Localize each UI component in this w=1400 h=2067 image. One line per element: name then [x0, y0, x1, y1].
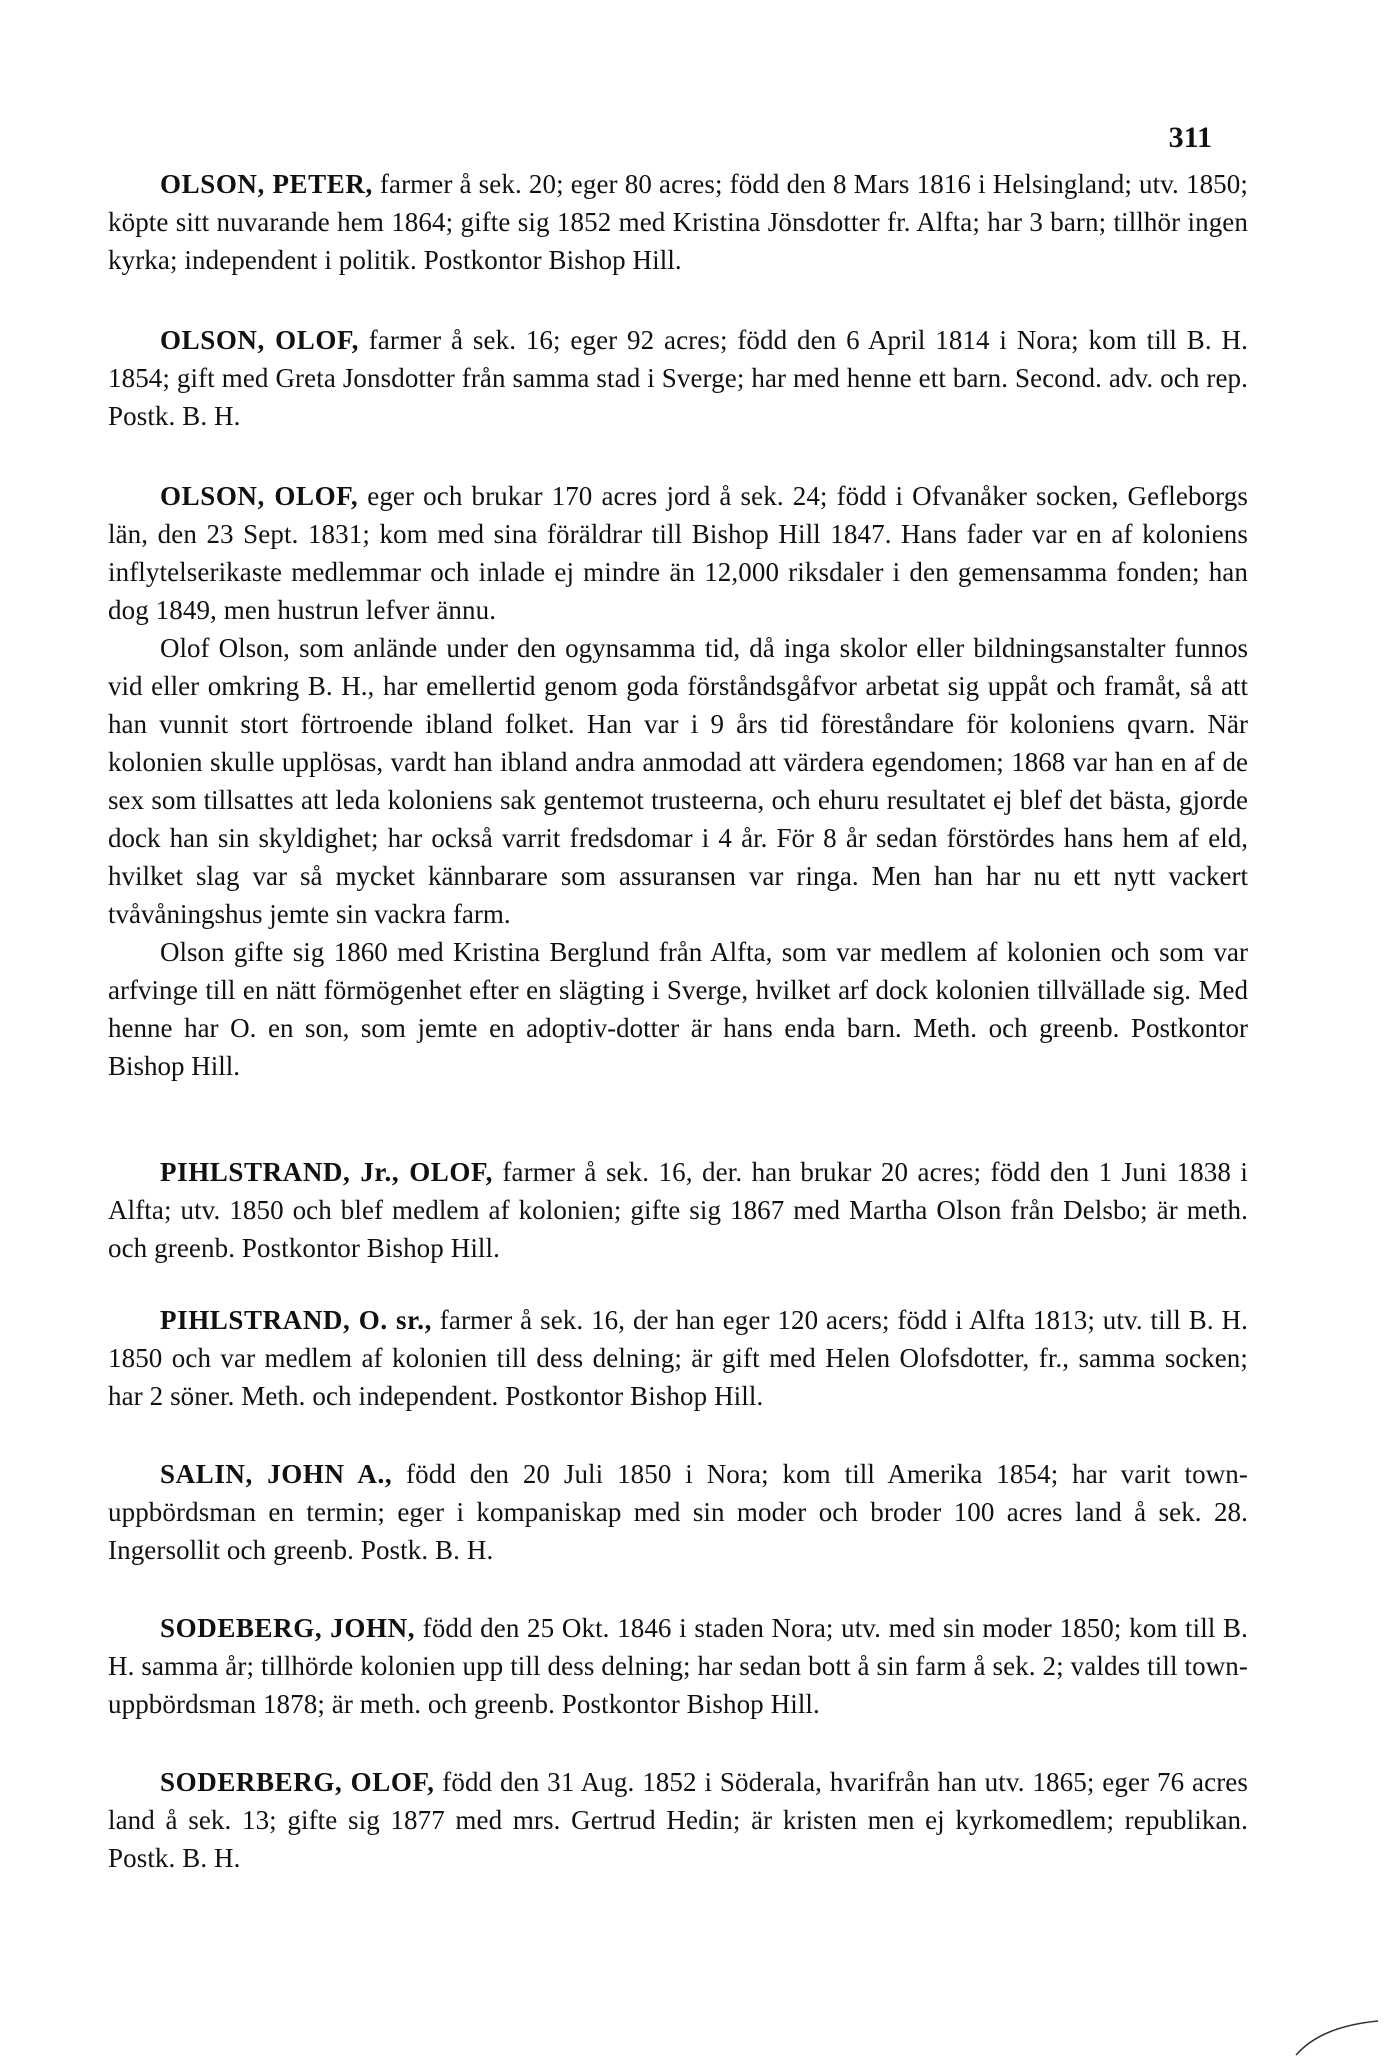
entry-name: SODERBERG, OLOF, [160, 1767, 435, 1797]
entry-name: SODEBERG, JOHN, [160, 1613, 416, 1643]
entry-text: farmer å sek. 16, der. han brukar 20 acres; född den 1 Juni 1838 i Alfta; utv. 1850 och blef medlem af kolonien; gifte sig 1867 med Martha Olson från Delsbo; är meth. och greenb. Postkontor Bishop Hill. [108, 1157, 1248, 1263]
entry-sodeberg-john [108, 1609, 1248, 1723]
entry-name: OLSON, OLOF, [160, 481, 359, 511]
entry-text: född den 31 Aug. 1852 i Söderala, hvarifrån han utv. 1865; eger 76 acres land å sek. 13; gifte sig 1877 med mrs. Gertrud Hedin; är kristen men ej kyrkomedlem; republikan. Postk. B. H. [108, 1767, 1248, 1873]
entry-olson-peter [108, 165, 1248, 279]
text-column [108, 165, 1248, 1877]
entry-name: OLSON, OLOF, [160, 325, 359, 355]
entry-text: farmer å sek. 16; eger 92 acres; född den 6 April 1814 i Nora; kom till B. H. 1854; gift med Greta Jonsdotter från samma stad i Sverge; har med henne ett barn. Second. adv. och rep. Postk. B. H. [108, 325, 1248, 431]
entry-pihlstrand-jr-olof [108, 1153, 1248, 1267]
entry-text: eger och brukar 170 acres jord å sek. 24; född i Ofvanåker socken, Gefleborgs län, den 23 Sept. 1831; kom med sina föräldrar till Bishop Hill 1847. Hans fader var en af koloniens inflytelserikaste medlemmar och inlade ej mindre än 12,000 riksdaler i den gemensamma fonden; han dog 1849, men hustrun lefver ännu. [108, 481, 1248, 625]
entry-text: född den 25 Okt. 1846 i staden Nora; utv. med sin moder 1850; kom till B. H. samma år; tillhörde kolonien upp till dess delning; har sedan bott å sin farm å sek. 2; valdes till town-uppbördsman 1878; är meth. och greenb. Postkontor Bishop Hill. [108, 1613, 1248, 1719]
page-number: 311 [1168, 121, 1212, 154]
entry-olson-olof-1 [108, 321, 1248, 435]
entry-name: PIHLSTRAND, Jr., OLOF, [160, 1157, 493, 1187]
entry-olson-olof-2-paragraph-1: Olof Olson, som anlände under den ogynsamma tid, då inga skolor eller bildningsanstalter funnos vid eller omkring B. H., har emellertid genom goda förståndsgåfvor arbetat sig uppåt och framåt, så att han vunnit stort förtroende ibland folket. Han var i 9 års tid föreståndare för koloniens qvarn. När kolonien skulle upplösas, vardt han ibland andra anmodad att värdera egendomen; 1868 var han en af de sex som tillsattes att leda koloniens sak gentemot trusteerna, och ehuru resultatet ej blef det bästa, gjorde dock han sin skyldighet; har också varrit fredsdomar i 4 år. För 8 år sedan förstördes hans hem af eld, hvilket slag var så mycket kännbarare som assuransen var ringa. Men han har nu ett nytt vackert tvåvåningshus jemte sin vackra farm. [108, 633, 1248, 929]
entry-name: OLSON, PETER, [160, 169, 373, 199]
entry-name: PIHLSTRAND, O. sr., [160, 1305, 432, 1335]
entry-olson-olof-2 [108, 477, 1248, 629]
entry-text: född den 20 Juli 1850 i Nora; kom till Amerika 1854; har varit town-uppbördsman en termin; eger i kompaniskap med sin moder och broder 100 acres land å sek. 28. Ingersollit och greenb. Postk. B. H. [108, 1459, 1248, 1565]
entry-soderberg-olof [108, 1763, 1248, 1877]
entry-olson-olof-2-paragraph-2: Olson gifte sig 1860 med Kristina Berglund från Alfta, som var medlem af kolonien och som var arfvinge till en nätt förmögenhet efter en slägting i Sverge, hvilket arf dock kolonien tillvällade sig. Med henne har O. en son, som jemte en adoptiv-dotter är hans enda barn. Meth. och greenb. Postkontor Bishop Hill. [108, 937, 1248, 1081]
entry-name: SALIN, JOHN A., [160, 1459, 393, 1489]
entry-salin-john [108, 1455, 1248, 1569]
entry-pihlstrand-o-sr [108, 1301, 1248, 1415]
page-curl-mark [1292, 2017, 1382, 2057]
entry-text: farmer å sek. 16, der han eger 120 acers; född i Alfta 1813; utv. till B. H. 1850 och var medlem af kolonien till dess delning; är gift med Helen Olofsdotter, fr., samma socken; har 2 söner. Meth. och independent. Postkontor Bishop Hill. [108, 1305, 1248, 1411]
entry-text: farmer å sek. 20; eger 80 acres; född den 8 Mars 1816 i Helsingland; utv. 1850; köpte sitt nuvarande hem 1864; gifte sig 1852 med Kristina Jönsdotter fr. Alfta; har 3 barn; tillhör ingen kyrka; independent i politik. Postkontor Bishop Hill. [108, 169, 1248, 275]
